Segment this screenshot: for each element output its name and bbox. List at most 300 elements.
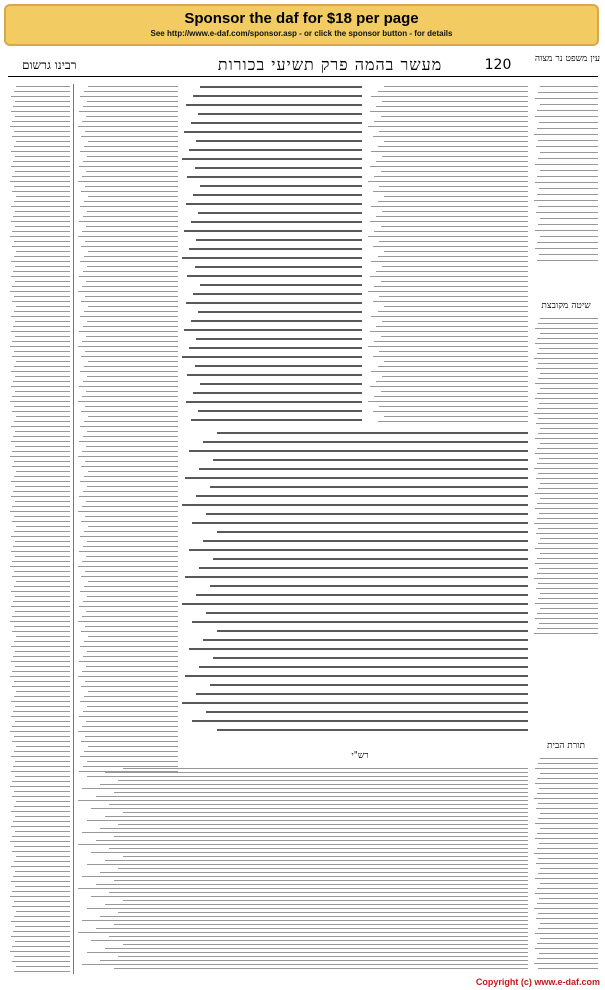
text-line — [368, 291, 528, 292]
text-line — [12, 466, 70, 467]
text-line — [16, 801, 70, 802]
text-line — [538, 528, 598, 529]
text-line — [109, 848, 528, 849]
text-line — [196, 495, 528, 497]
text-line — [10, 676, 70, 677]
text-line — [14, 956, 70, 957]
text-line — [86, 721, 178, 722]
text-line — [11, 386, 70, 387]
text-line — [12, 631, 70, 632]
text-line — [373, 411, 528, 412]
text-line — [368, 346, 528, 347]
text-line — [187, 275, 362, 277]
text-line — [15, 556, 70, 557]
text-line — [189, 648, 528, 650]
text-line — [540, 923, 598, 924]
text-line — [81, 411, 178, 412]
text-line — [535, 838, 598, 839]
text-line — [536, 423, 598, 424]
text-line — [539, 348, 598, 349]
text-line — [78, 401, 178, 402]
text-line — [81, 631, 178, 632]
text-line — [14, 421, 70, 422]
text-line — [11, 661, 70, 662]
text-line — [82, 121, 178, 122]
text-line — [78, 888, 528, 889]
text-line — [534, 523, 598, 524]
text-line — [118, 956, 528, 957]
text-line — [14, 571, 70, 572]
text-line — [535, 823, 598, 824]
text-line — [10, 236, 70, 237]
text-line — [96, 840, 528, 841]
text-line — [540, 170, 598, 171]
text-line — [87, 776, 528, 777]
text-line — [13, 436, 70, 437]
text-line — [12, 341, 70, 342]
text-line — [13, 766, 70, 767]
text-line — [79, 331, 178, 332]
text-line — [384, 306, 528, 307]
text-line — [105, 904, 528, 905]
text-line — [10, 511, 70, 512]
text-line — [200, 185, 362, 187]
page-number: 120 — [484, 57, 512, 73]
text-line — [11, 921, 70, 922]
text-line — [11, 716, 70, 717]
text-line — [109, 804, 528, 805]
text-line — [15, 666, 70, 667]
rashi-heading: רש"י — [351, 751, 369, 761]
text-line — [82, 788, 528, 789]
shita-mekubetzet-heading: שיטה מקובצת — [541, 301, 591, 311]
text-line — [96, 796, 528, 797]
text-line — [88, 141, 178, 142]
torat-habayit-column — [534, 756, 598, 974]
text-line — [86, 391, 178, 392]
sponsor-banner[interactable] — [4, 4, 599, 46]
text-line — [537, 408, 598, 409]
text-line — [382, 376, 528, 377]
text-line — [79, 386, 178, 387]
text-line — [382, 101, 528, 102]
text-line — [381, 281, 528, 282]
text-line — [10, 346, 70, 347]
text-line — [10, 291, 70, 292]
text-line — [83, 106, 178, 107]
text-line — [374, 396, 528, 397]
text-line — [14, 736, 70, 737]
text-line — [81, 686, 178, 687]
text-line — [11, 866, 70, 867]
text-line — [184, 329, 362, 331]
text-line — [182, 356, 362, 358]
text-line — [14, 476, 70, 477]
text-line — [16, 746, 70, 747]
text-line — [379, 131, 528, 132]
text-line — [199, 567, 528, 569]
text-line — [535, 948, 598, 949]
text-line — [14, 861, 70, 862]
text-line — [203, 441, 528, 443]
text-line — [82, 671, 178, 672]
text-line — [86, 336, 178, 337]
text-line — [196, 594, 528, 596]
text-line — [540, 828, 598, 829]
text-line — [381, 336, 528, 337]
text-line — [534, 853, 598, 854]
text-line — [14, 806, 70, 807]
text-line — [81, 136, 178, 137]
text-line — [539, 403, 598, 404]
text-line — [538, 818, 598, 819]
text-line — [81, 301, 178, 302]
text-line — [538, 968, 598, 969]
text-line — [540, 318, 598, 319]
text-line — [182, 257, 362, 259]
text-line — [13, 876, 70, 877]
text-line — [14, 461, 70, 462]
text-line — [217, 432, 528, 434]
text-line — [539, 623, 598, 624]
text-line — [13, 216, 70, 217]
text-line — [14, 366, 70, 367]
text-line — [187, 374, 362, 376]
text-line — [83, 436, 178, 437]
text-line — [14, 696, 70, 697]
text-line — [538, 473, 598, 474]
text-line — [82, 341, 178, 342]
text-line — [15, 611, 70, 612]
text-line — [16, 911, 70, 912]
text-line — [14, 901, 70, 902]
text-line — [16, 581, 70, 582]
text-line — [87, 596, 178, 597]
text-line — [537, 128, 598, 129]
text-line — [381, 226, 528, 227]
text-line — [213, 558, 528, 560]
text-line — [13, 931, 70, 932]
text-line — [14, 351, 70, 352]
text-line — [382, 321, 528, 322]
sponsor-banner-subtitle[interactable]: See http://www.e-daf.com/sponsor.asp - or click the sponsor button - for details — [150, 29, 453, 38]
text-line — [379, 351, 528, 352]
text-line — [16, 966, 70, 967]
text-line — [11, 646, 70, 647]
text-line — [10, 181, 70, 182]
text-line — [15, 446, 70, 447]
text-line — [12, 796, 70, 797]
text-line — [15, 871, 70, 872]
text-line — [15, 776, 70, 777]
text-line — [376, 381, 528, 382]
text-line — [537, 903, 598, 904]
text-line — [537, 628, 598, 629]
text-line — [78, 346, 178, 347]
text-line — [217, 729, 528, 731]
text-line — [370, 386, 528, 387]
text-line — [539, 953, 598, 954]
text-line — [376, 106, 528, 107]
text-line — [12, 946, 70, 947]
text-line — [368, 126, 528, 127]
text-line — [87, 266, 178, 267]
tosafot-column — [78, 84, 178, 774]
text-line — [537, 848, 598, 849]
text-line — [535, 398, 598, 399]
text-line — [537, 176, 598, 177]
text-line — [100, 828, 528, 829]
text-line — [376, 216, 528, 217]
text-line — [540, 593, 598, 594]
text-line — [14, 296, 70, 297]
text-line — [184, 230, 362, 232]
text-line — [81, 521, 178, 522]
text-line — [182, 504, 528, 506]
text-line — [12, 671, 70, 672]
text-line — [12, 231, 70, 232]
text-line — [87, 820, 528, 821]
text-line — [196, 239, 362, 241]
text-line — [12, 506, 70, 507]
text-line — [535, 618, 598, 619]
text-line — [538, 363, 598, 364]
text-line — [11, 496, 70, 497]
text-line — [85, 296, 178, 297]
text-line — [206, 612, 528, 614]
text-line — [16, 306, 70, 307]
text-line — [84, 311, 178, 312]
text-line — [373, 301, 528, 302]
text-line — [86, 281, 178, 282]
text-line — [13, 106, 70, 107]
text-line — [12, 136, 70, 137]
text-line — [12, 726, 70, 727]
text-line — [86, 226, 178, 227]
text-line — [371, 316, 528, 317]
text-line — [15, 281, 70, 282]
text-line — [182, 702, 528, 704]
text-line — [12, 411, 70, 412]
text-line — [538, 140, 598, 141]
text-line — [195, 365, 362, 367]
text-line — [88, 526, 178, 527]
text-line — [12, 396, 70, 397]
text-line — [87, 376, 178, 377]
text-line — [193, 194, 362, 196]
text-line — [193, 392, 362, 394]
text-line — [86, 116, 178, 117]
text-line — [87, 101, 178, 102]
text-line — [12, 451, 70, 452]
text-line — [78, 800, 528, 801]
text-line — [540, 236, 598, 237]
text-line — [384, 86, 528, 87]
text-line — [12, 616, 70, 617]
text-line — [16, 251, 70, 252]
text-line — [12, 286, 70, 287]
text-line — [81, 246, 178, 247]
text-line — [82, 964, 528, 965]
text-line — [12, 781, 70, 782]
text-line — [11, 811, 70, 812]
text-line — [537, 110, 598, 111]
text-line — [109, 936, 528, 937]
text-line — [15, 391, 70, 392]
text-line — [535, 116, 598, 117]
text-line — [79, 276, 178, 277]
text-line — [12, 836, 70, 837]
text-line — [78, 291, 178, 292]
text-line — [88, 746, 178, 747]
text-line — [536, 863, 598, 864]
text-line — [186, 203, 362, 205]
text-line — [13, 711, 70, 712]
text-line — [373, 136, 528, 137]
text-line — [182, 158, 362, 160]
text-line — [14, 791, 70, 792]
text-line — [91, 896, 528, 897]
text-line — [83, 601, 178, 602]
text-line — [78, 621, 178, 622]
text-line — [371, 371, 528, 372]
text-line — [11, 536, 70, 537]
text-line — [196, 693, 528, 695]
text-line — [85, 681, 178, 682]
text-line — [540, 883, 598, 884]
text-line — [536, 146, 598, 147]
text-line — [84, 641, 178, 642]
text-line — [537, 778, 598, 779]
text-line — [200, 86, 362, 88]
text-line — [84, 696, 178, 697]
text-line — [15, 886, 70, 887]
text-line — [536, 918, 598, 919]
text-line — [536, 588, 598, 589]
sponsor-banner-title[interactable]: Sponsor the daf for $18 per page — [184, 10, 419, 27]
text-line — [534, 358, 598, 359]
text-line — [213, 657, 528, 659]
text-line — [11, 96, 70, 97]
text-line — [12, 891, 70, 892]
text-line — [540, 373, 598, 374]
text-line — [534, 908, 598, 909]
text-line — [14, 146, 70, 147]
text-line — [11, 826, 70, 827]
text-line — [540, 538, 598, 539]
text-line — [14, 916, 70, 917]
text-line — [16, 416, 70, 417]
text-line — [80, 371, 178, 372]
text-line — [184, 131, 362, 133]
text-line — [537, 888, 598, 889]
text-line — [535, 343, 598, 344]
text-line — [91, 808, 528, 809]
text-line — [12, 741, 70, 742]
text-line — [123, 812, 528, 813]
text-line — [536, 533, 598, 534]
text-line — [539, 898, 598, 899]
text-line — [15, 941, 70, 942]
text-line — [15, 596, 70, 597]
text-line — [538, 583, 598, 584]
text-line — [535, 328, 598, 329]
text-line — [80, 536, 178, 537]
text-line — [12, 521, 70, 522]
text-line — [85, 351, 178, 352]
text-line — [79, 111, 178, 112]
text-line — [185, 675, 528, 677]
text-line — [536, 368, 598, 369]
text-line — [370, 166, 528, 167]
text-line — [15, 706, 70, 707]
text-line — [538, 433, 598, 434]
text-line — [12, 176, 70, 177]
text-line — [78, 676, 178, 677]
text-line — [198, 212, 362, 214]
text-line — [381, 391, 528, 392]
text-line — [80, 481, 178, 482]
text-line — [79, 716, 178, 717]
copyright-notice[interactable]: Copyright (c) www.e-daf.com — [475, 977, 600, 987]
text-line — [10, 896, 70, 897]
text-line — [15, 336, 70, 337]
text-line — [189, 149, 362, 151]
text-line — [16, 196, 70, 197]
text-line — [15, 541, 70, 542]
text-line — [374, 231, 528, 232]
text-line — [12, 356, 70, 357]
text-line — [198, 311, 362, 313]
text-line — [11, 756, 70, 757]
text-line — [536, 212, 598, 213]
text-line — [15, 831, 70, 832]
torat-habayit-heading: תורת הבית — [547, 741, 585, 751]
text-line — [100, 784, 528, 785]
text-line — [371, 151, 528, 152]
text-line — [15, 156, 70, 157]
text-line — [16, 526, 70, 527]
text-line — [191, 320, 362, 322]
text-line — [100, 916, 528, 917]
text-line — [535, 493, 598, 494]
text-line — [83, 381, 178, 382]
text-line — [534, 963, 598, 964]
text-line — [14, 201, 70, 202]
text-line — [13, 161, 70, 162]
text-line — [370, 111, 528, 112]
text-line — [84, 586, 178, 587]
text-line — [538, 543, 598, 544]
text-line — [535, 182, 598, 183]
text-line — [376, 271, 528, 272]
text-line — [193, 95, 362, 97]
text-line — [15, 116, 70, 117]
text-line — [79, 606, 178, 607]
text-line — [540, 498, 598, 499]
text-line — [16, 361, 70, 362]
text-line — [13, 271, 70, 272]
text-line — [379, 241, 528, 242]
text-line — [114, 880, 528, 881]
text-line — [11, 111, 70, 112]
text-line — [15, 226, 70, 227]
text-line — [378, 146, 528, 147]
text-line — [88, 581, 178, 582]
text-line — [96, 928, 528, 929]
text-line — [382, 156, 528, 157]
text-line — [11, 166, 70, 167]
